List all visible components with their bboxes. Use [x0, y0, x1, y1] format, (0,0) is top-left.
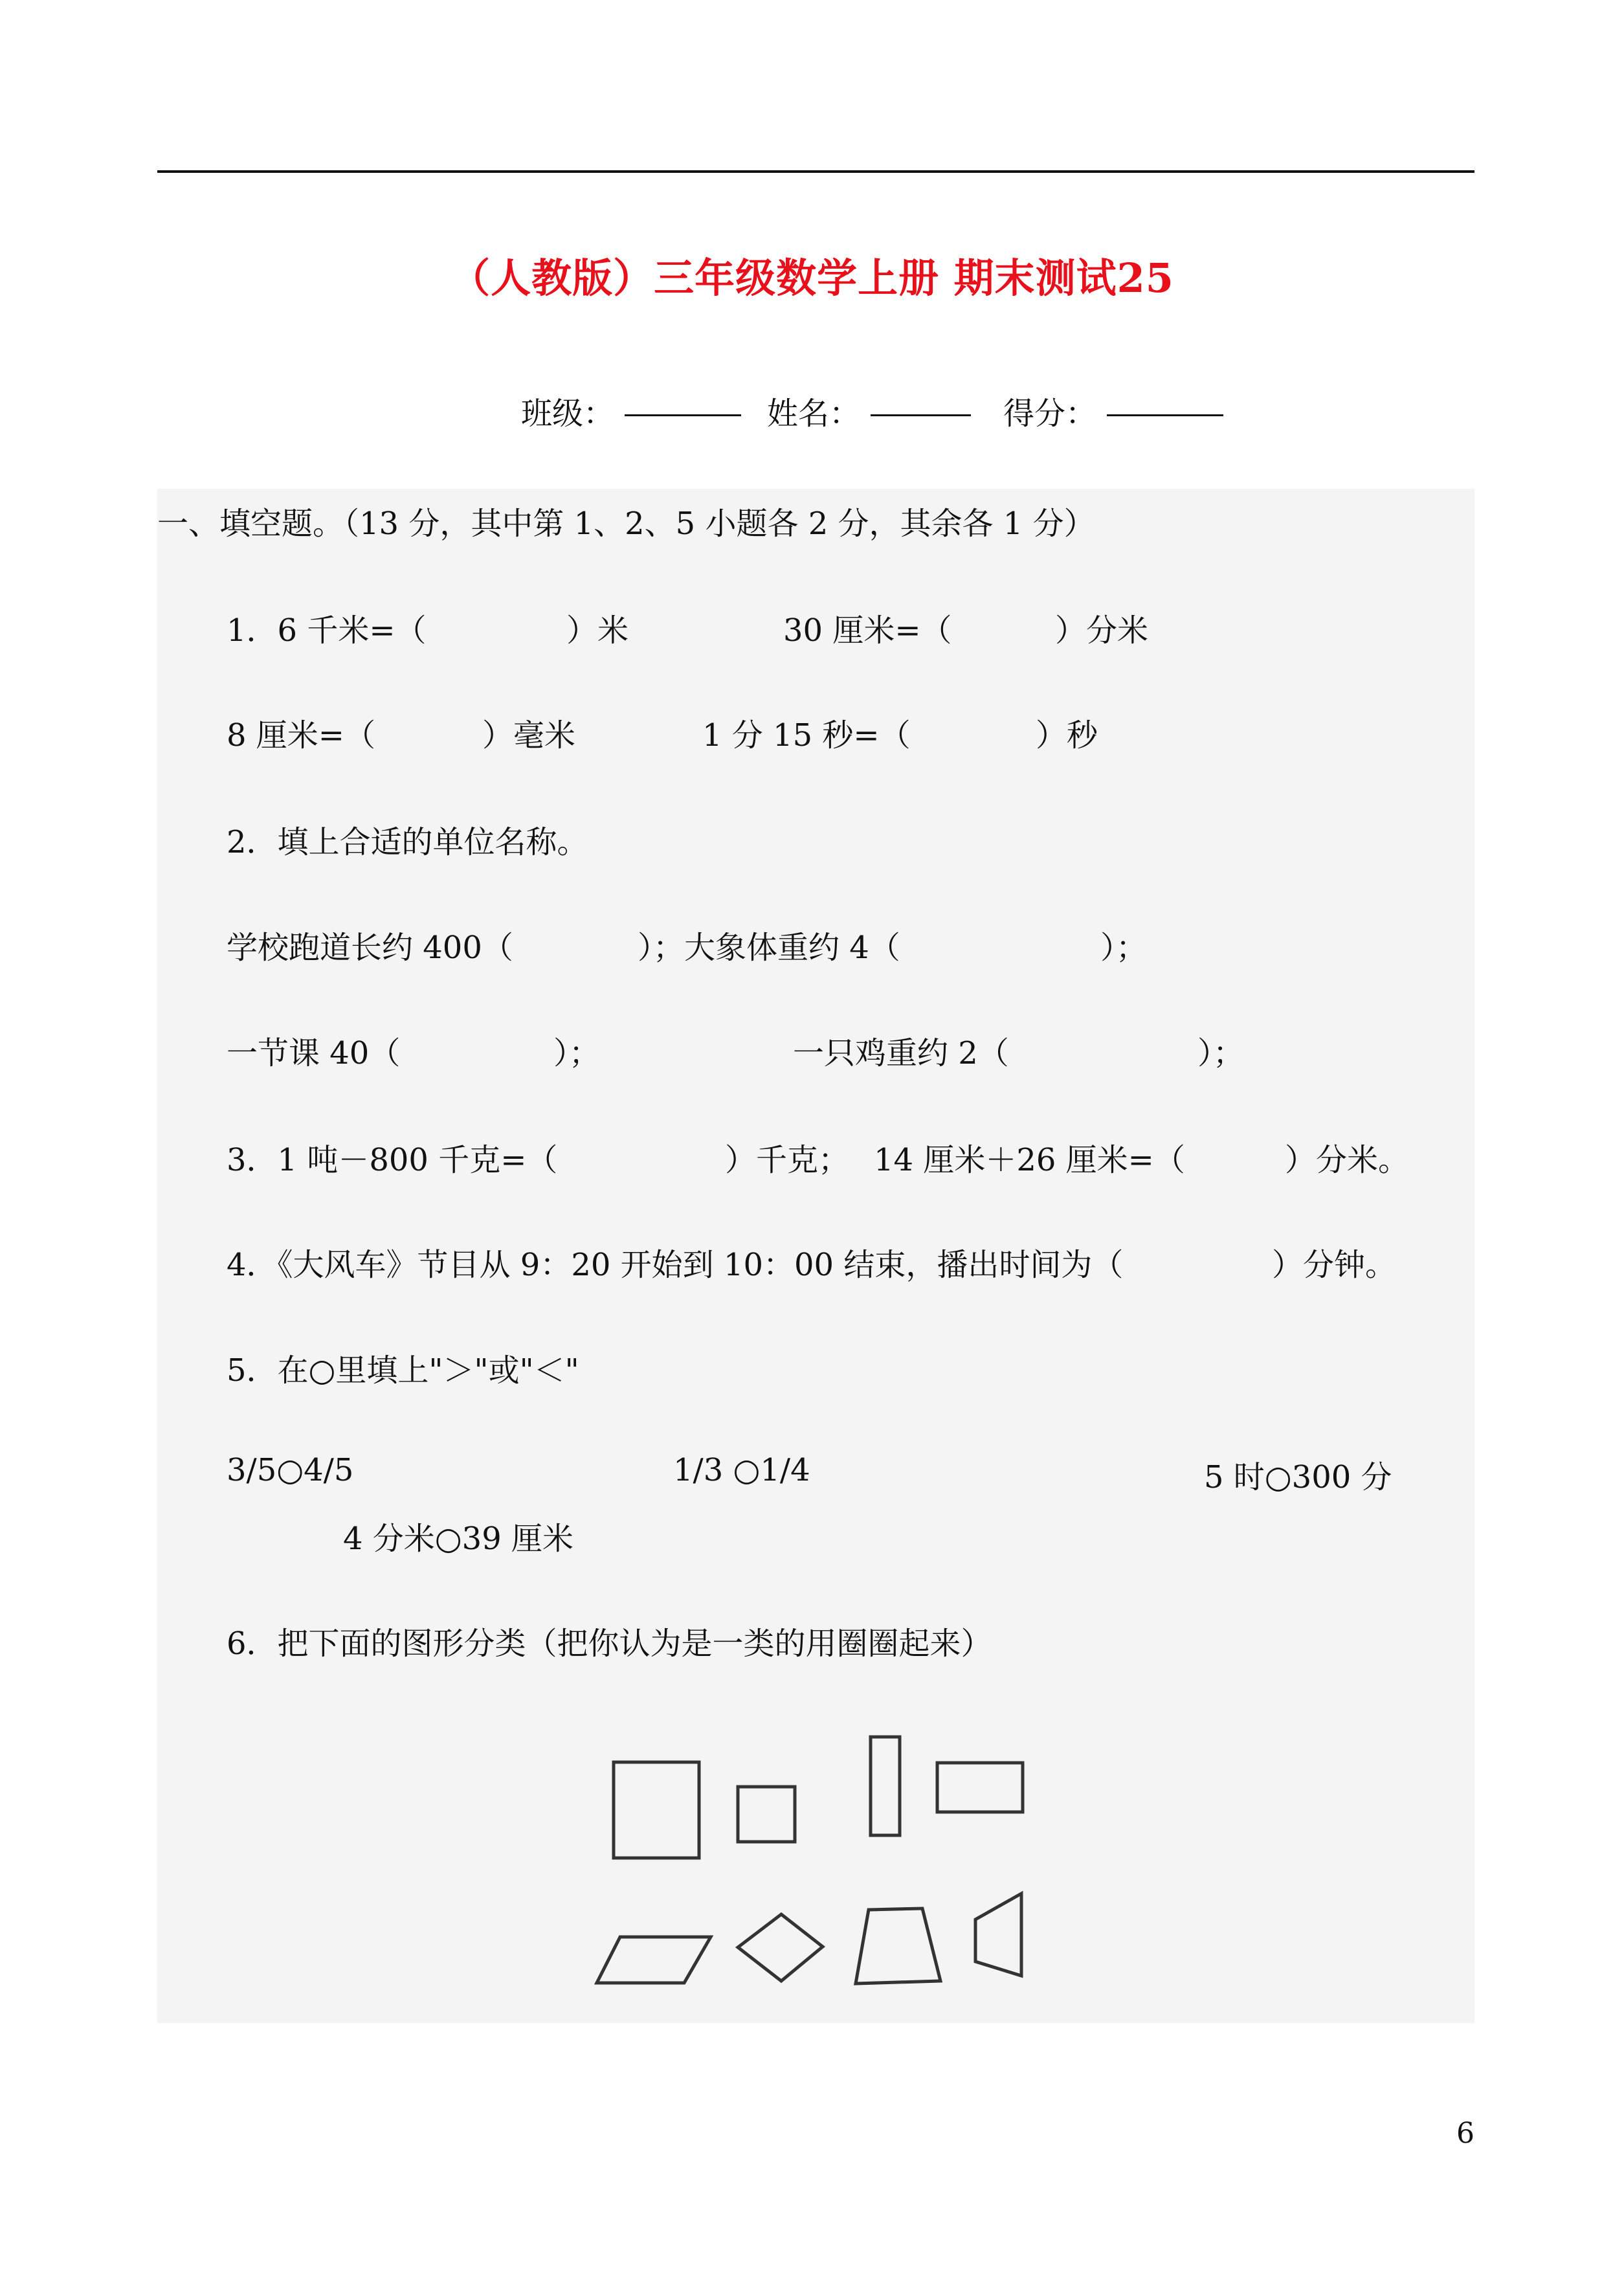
shape-square-small[interactable]: [738, 1787, 795, 1842]
score-label: 得分：: [1003, 396, 1097, 432]
page-title: （人教版）三年级数学上册 期末测试25: [450, 254, 1174, 302]
q3-a: 3．1 吨－800 千克=（: [227, 1142, 558, 1178]
q3-b-end: ）分米。: [1285, 1142, 1410, 1178]
shape-parallelogram[interactable]: [597, 1937, 711, 1983]
q2-a: 学校跑道长约 400（: [227, 930, 513, 966]
class-label: 班级：: [521, 396, 615, 432]
q2-a-end2: ）；: [1100, 930, 1148, 966]
q2-a-end: ）；大象体重约 4（: [638, 930, 900, 966]
q1-d: 1 分 15 秒=（: [702, 717, 911, 754]
q2-b-end: ）；: [553, 1035, 601, 1071]
section-heading: 一、填空题。（13 分，其中第 1、2、5 小题各 2 分，其余各 1 分）: [157, 506, 1095, 542]
q5-c: 5 时○300 分: [1204, 1459, 1392, 1495]
shape-rectangle-wide[interactable]: [937, 1763, 1023, 1812]
shape-rectangle-tall[interactable]: [871, 1737, 900, 1835]
q3-a-end: ）千克；: [725, 1142, 850, 1178]
q5-b: 1/3 ○1/4: [673, 1452, 810, 1488]
q1-c-unit: ）毫米: [482, 717, 576, 754]
q4-end: ）分钟。: [1272, 1247, 1397, 1283]
q2-c-end: ）；: [1197, 1035, 1245, 1071]
shape-rhombus[interactable]: [738, 1914, 823, 1981]
q1-c: 8 厘米=（: [227, 717, 376, 754]
page-number: 6: [1456, 2117, 1474, 2150]
q4-text: 4．《大风车》节目从 9：20 开始到 10：00 结束，播出时间为（: [227, 1247, 1124, 1283]
q2-c: 一只鸡重约 2（: [793, 1035, 1009, 1071]
shape-right-trapezoid[interactable]: [975, 1894, 1021, 1976]
q6-prompt: 6．把下面的图形分类（把你认为是一类的用圈圈起来）: [227, 1626, 992, 1662]
shape-trapezoid[interactable]: [856, 1908, 940, 1984]
name-label: 姓名：: [767, 396, 861, 432]
q1-a: 1．6 千米=（: [227, 612, 427, 649]
q1-b: 30 厘米=（: [783, 612, 952, 649]
q1-a-unit: ）米: [566, 612, 629, 649]
q2-b: 一节课 40（: [227, 1035, 401, 1071]
q5-prompt: 5．在○里填上"＞"或"＜": [227, 1352, 579, 1389]
q1-d-unit: ）秒: [1036, 717, 1098, 754]
q3-b: 14 厘米＋26 厘米=（: [874, 1142, 1185, 1178]
q1-b-unit: ）分米: [1055, 612, 1149, 649]
q2-prompt: 2．填上合适的单位名称。: [227, 824, 588, 860]
q5-a: 3/5○4/5: [227, 1452, 354, 1488]
q5-d: 4 分米○39 厘米: [343, 1521, 574, 1557]
shape-square-large[interactable]: [614, 1762, 699, 1858]
